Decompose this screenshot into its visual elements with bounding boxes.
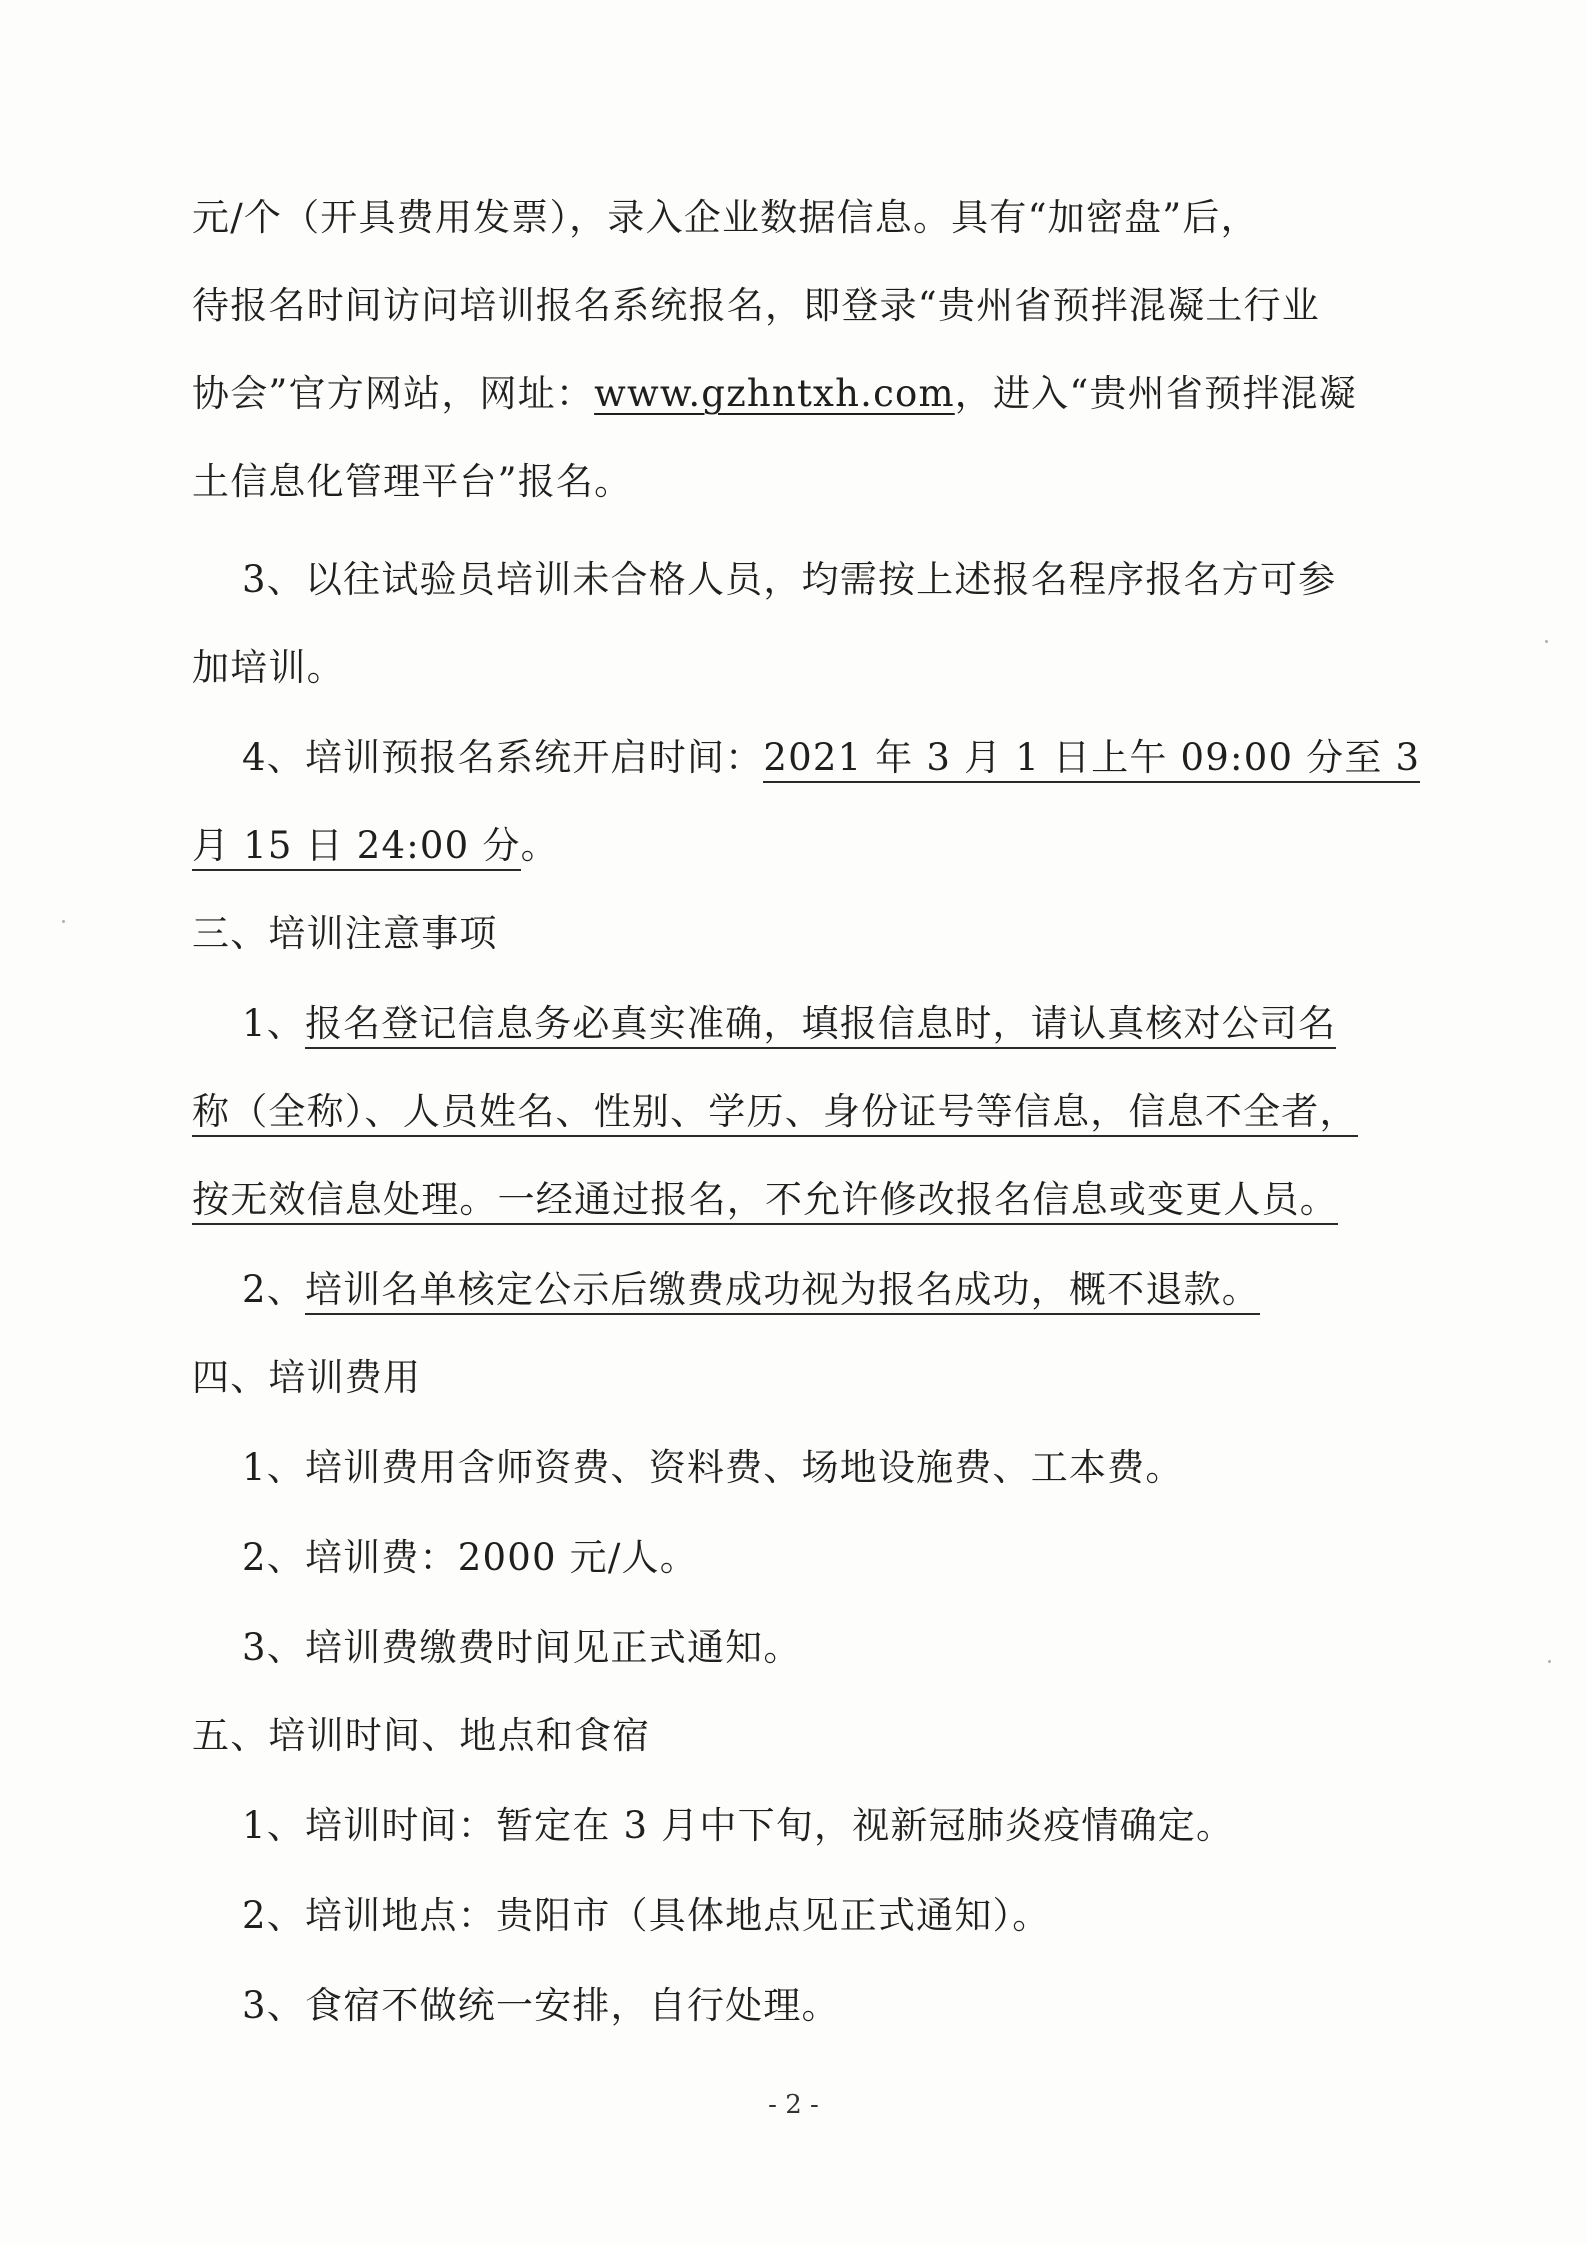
paragraph-line: [242, 996, 1336, 1052]
section-heading: 三、培训注意事项: [192, 912, 498, 955]
paragraph-line: [192, 1084, 1358, 1140]
underlined-text: 报名登记信息务必真实准确，填报信息时，请认真核对公司名: [305, 1002, 1336, 1049]
underlined-text: 称（全称）、人员姓名、性别、学历、身份证号等信息，信息不全者，: [192, 1090, 1358, 1137]
paragraph-line: 3、培训费缴费时间见正式通知。: [242, 1626, 802, 1669]
paragraph-line: 1、培训时间：暂定在 3 月中下旬，视新冠肺炎疫情确定。: [242, 1804, 1235, 1847]
underlined-text: 按无效信息处理。一经通过报名，不允许修改报名信息或变更人员。: [192, 1178, 1338, 1225]
website-link[interactable]: www.gzhntxh.com: [594, 372, 955, 415]
paragraph-line: [192, 1172, 1338, 1228]
scan-speck: [62, 920, 65, 923]
text-segment: 协会”官方网站，网址：: [192, 372, 595, 415]
paragraph-line: [242, 730, 1420, 786]
paragraph-line: 2、培训费：2000 元/人。: [242, 1536, 698, 1579]
underlined-date: 2021 年 3 月 1 日上午 09:00 分至 3: [763, 736, 1420, 783]
paragraph-line: 元/个（开具费用发票），录入企业数据信息。具有“加密盘”后，: [192, 196, 1259, 239]
underlined-text: 培训名单核定公示后缴费成功视为报名成功，概不退款。: [305, 1268, 1260, 1315]
paragraph-line: [192, 818, 559, 874]
section-heading: 四、培训费用: [192, 1356, 422, 1399]
text-segment: 1、: [242, 1002, 305, 1045]
text-segment: 4、培训预报名系统开启时间：: [242, 736, 764, 779]
paragraph-line: 3、食宿不做统一安排，自行处理。: [242, 1984, 840, 2027]
paragraph-line: 加培训。: [192, 646, 345, 689]
text-segment: 。: [520, 824, 559, 867]
paragraph-line: 3、以往试验员培训未合格人员，均需按上述报名程序报名方可参: [242, 558, 1337, 601]
paragraph-line: 2、培训地点：贵阳市（具体地点见正式通知）。: [242, 1894, 1051, 1937]
paragraph-line: [242, 1262, 1260, 1318]
page-number: - 2 -: [768, 2090, 819, 2120]
section-heading: 五、培训时间、地点和食宿: [192, 1714, 651, 1757]
paragraph-line: 土信息化管理平台”报名。: [192, 460, 633, 503]
scan-speck: [1548, 1660, 1551, 1663]
text-segment: ，进入“贵州省预拌混凝: [954, 372, 1357, 415]
underlined-date: 月 15 日 24:00 分: [192, 824, 521, 871]
text-segment: 2、: [242, 1268, 305, 1311]
paragraph-line: 待报名时间访问培训报名系统报名，即登录“贵州省预拌混凝土行业: [192, 284, 1320, 327]
scan-speck: [1545, 640, 1548, 643]
paragraph-line: [192, 366, 1357, 422]
paragraph-line: 1、培训费用含师资费、资料费、场地设施费、工本费。: [242, 1446, 1184, 1489]
